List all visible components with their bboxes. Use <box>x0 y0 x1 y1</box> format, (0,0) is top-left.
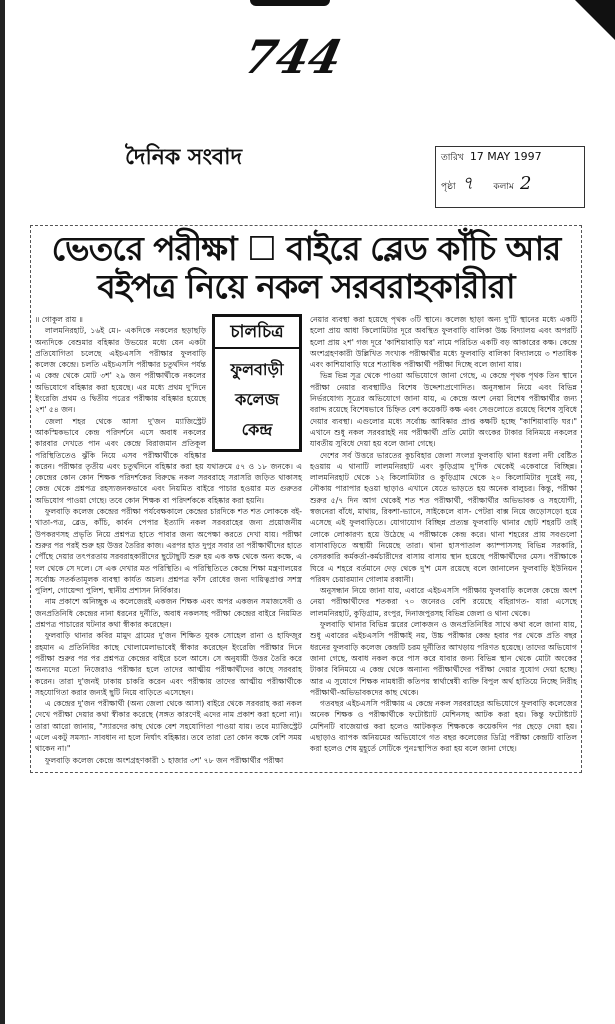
paragraph: নাম প্রকাশে অনিচ্ছুক এ কলেজেরই একজন শিক্ষক এবং অপর একজন সমাজসেবী ও জনপ্রতিনিধি কেন্দ্রের নানা ধরনের দুর্নীতি, অবাধ নকলসহ পরীক্ষা কেন্দ্রের বাইরে নিয়মিত প্রশ্নপত্র পাচারের ঘটনার কথা স্বীকার করেছেন। <box>35 597 302 630</box>
headline-line-1: ভেতরে পরীক্ষা ☐ বাইরে ব্লেড কাঁচি আর <box>51 229 561 268</box>
article-column-left <box>35 314 302 766</box>
article-columns <box>35 314 577 766</box>
page-value: ৭ <box>461 173 474 194</box>
headline-line-2: বইপত্র নিয়ে নকল সরবরাহকারীরা <box>97 267 515 306</box>
box-line: ফুলবাড়ী <box>230 360 284 379</box>
paragraph: অনুসন্ধান নিয়ে জানা যায়, এবারে এইচএসসি পরীক্ষায় ফুলবাড়ি কলেজ কেন্দ্রে অংশ নেয়া পরীক্ষার্থীদের শতকরা ৭০ জনেরও বেশি রয়েছে বহিরাগত- যারা এসেছে লালমনিরহাট, কুড়িগ্রাম, রংপুর, দিনাজপুরসহ বিভিন্ন জেলা ও থানা থেকে। <box>310 586 577 618</box>
section-title: চালচিত্র <box>215 317 299 349</box>
paragraph: জেলা শহর থেকে আসা দু'জন ম্যাজিস্ট্রেট আকস্মিকভাবে কেন্দ্র পরিদর্শনে এসে অবাধ নকলের কারবার দেখতে পান এবং কেন্দ্রে বিরাজমান প্রতিকূল পরিস্থিতিতেও ঝুঁকি নিয়ে এসব পরীক্ষার্থীকে বহিষ্কার করেন। পরীক্ষার তৃতীয় এবং চতুর্থদিনে বহিষ্কার করা হয় যথাক্রমে ৫৭ ও ১৮ জনকে। এ কেন্দ্রের কোন কোন শিক্ষক পরিদর্শকের বিরুদ্ধে নকল সরবরাহে সরাসরি জড়িত থাকাসহ কেন্দ্র থেকে প্রশ্নপত্র রহস্যজনকভাবে এবং নিয়মিত বাইরে পাচার হওয়ার মত গুরুতর অভিযোগ পাওয়া গেছে। তবে কোন শিক্ষক বা পরিদর্শককে বহিষ্কার করা হয়নি। <box>35 416 302 505</box>
scan-edge <box>0 0 5 1024</box>
handwritten-number: 744 <box>239 30 347 84</box>
paragraph: ফুলবাড়ি থানার বিভিন্ন স্তরের লোকজন ও জনপ্রতিনিধির সাথে কথা বলে জানা যায়, শুধু এবারের এইচএসসি পরীক্ষাই নয়, উচ্চ পরীক্ষার কেন্দ্র হবার পর থেকে প্রতি বছর ধরনের ফুলবাড়ি কলেজ কেন্দ্রটি চরম দুর্নীতির আখড়ায় পরিণত হয়েছে। তাদের অভিযোগ জানা গেছে, অবাধ নকল করে পাস করে যাবার জন্য বিভিন্ন স্থান থেকে মোটা অংকের টাকার বিনিময়ে এ কেন্দ্র থেকে অন্যান্য পরীক্ষার্থীদের পরীক্ষা দেয়ার সুযোগ দেয়া হচ্ছে। আর এ সুযোগে শিক্ষক নামধারী কতিপয় স্বার্থান্বেষী ব্যক্তি বিপুল অর্থ হাতিয়ে নিচ্ছে নিরীহ পরীক্ষার্থী-অভিভাবকদের কাছ থেকে। <box>310 620 577 697</box>
page-label: পৃষ্ঠা <box>441 182 456 192</box>
date-stamp <box>435 146 585 208</box>
paragraph: দেশের সর্ব উত্তরে ভারতের কুচবিহার জেলা সংলগ্ন ফুলবাড়ি থানা ধরলা নদী বেষ্টিত হওয়ায় এ থানাটি লালমনিরহাট এবং কুড়িগ্রাম দু'দিক থেকেই একেবারে বিচ্ছিন্ন। লালমনিরহাট থেকে ১২ কিলোমিটার ও কুড়িগ্রাম থেকে ২০ কিলোমিটার দূরেই নয়, নৌকায় পারাপার হওয়া ছাড়াও এখানে যেতে ভাড়তে হয় অনেক বালুচর। কিন্তু, পরীক্ষা শুরুর ৫/৭ দিন আগ থেকেই শত শত পরীক্ষার্থী, পরীক্ষার্থীর অভিভাবক ও সহযোগী, স্বজনেরা বাঁধে, মাথায়, রিকশা-ভ্যানে, সাইকেলে বাস- পেটরা বাক্স নিয়ে জড়োসড়ো হয়ে এসেছে এই ফুলবাড়িতে। যোগাযোগ বিচ্ছিন্ন প্রত্যন্ত ফুলবাড়ি থানার ছোট শহরটি তাই লোকে লোকারণ্য হয়ে উঠেছে এ পরীক্ষাকে কেন্দ্র করে। থানা শহরের প্রায় সবগুলো বাসাবাড়িতে অস্থায়ী নিয়েছে তারা। থানা হাসপাতাল ক্যাম্পাসসহ বিভিন্ন সরকারি, বেসরকারি কর্মকর্তা-কর্মচারীদের বাসায় বাসায় স্থান হয়েছে পরীক্ষার্থীদের মেস। পরীক্ষাকে ঘিরে এ শহরে বর্তমানে দেড় থেকে দু'শ মেস রয়েছে বলে জানালেন ফুলবাড়ি ইউনিয়ন পরিষদ চেয়ারম্যান গোলাম রব্বানী। <box>310 450 577 584</box>
byline: ॥ গোকুল রায় ॥ <box>35 315 83 324</box>
article <box>30 225 582 773</box>
paragraph: নেয়ার ব্যবস্থা করা হয়েছে পৃথক ৩টি স্থানে। কলেজ ছাড়া অন্য দু'টি স্থানের মধ্যে একটি হলো প্রায় আধা কিলোমিটার দূরে অবস্থিত ফুলবাড়ি বালিকা উচ্চ বিদ্যালয় এবং অপরটি হলো প্রায় ২শ' গজ দূরে 'কাশিয়াবাড়ি ঘর' নামে পরিচিত একটি বড় আকারের কক্ষ। কেন্দ্রে অংশগ্রহণকারী উল্লিখিত সংখ্যক পরীক্ষার্থীর মধ্যে ফুলবাড়ি বালিকা বিদ্যালয়ে ৩ শতাধিক এবং কাশিয়াবাড়ি ঘরে শতাধিক পরীক্ষার্থী পরীক্ষা দিচ্ছে বলে জানা যায়। <box>310 315 577 370</box>
folded-corner <box>575 0 615 40</box>
paragraph: লালমনিরহাট, ১৬ই মে।- একদিকে নকলের ছড়াছড়ি অন্যদিকে বেশুমার বহিষ্কার উভয়ের মধ্যে যেন একটা প্রতিযোগিতা চলেছে এইচএসসি পরীক্ষার ফুলবাড়ি কলেজ কেন্দ্রে। চলতি এইচএসসি পরীক্ষার চতুর্থদিন পর্যন্ত এ কেন্দ্র থেকে মোট ৩শ' ২৯ জন পরীক্ষার্থীকে নকলের অভিযোগে বহিষ্কার করা হয়েছে। এর মধ্যে প্রথম দু'দিনে ইংরেজি প্রথম ও দ্বিতীয় পত্রের পরীক্ষায় বহিষ্কার হয়েছে ২শ' ৫৪ জন। <box>35 326 206 415</box>
article-column-right <box>310 314 577 755</box>
column-value: 2 <box>519 173 532 194</box>
box-line: কলেজ <box>235 390 279 409</box>
paragraph: এ কেন্দ্রের দু'জন পরীক্ষার্থী (অন্য জেলা থেকে আসা) বাইরে থেকে সরবরাহ করা নকল দেখে পরীক্ষা দেয়ার কথা স্বীকার করেছে (সঙ্গত কারণেই এদের নাম প্রকাশ করা হলো না)। তারা আরো জানায়, "স্যারদের কাছ থেকে বেশ সহযোগিতা পাওয়া যায়। তবে ম্যাজিস্ট্রেট এলে একটু সমস্যা- সাবধান না হলে নির্ঘাৎ বহিষ্কার। তবে তারা তো কোন কক্ষে বেশি সময় থাকেন না।" <box>35 699 302 754</box>
paragraph: ভিন্ন ভিন্ন সূত্র থেকে পাওয়া অভিযোগে জানা গেছে, এ কেন্দ্রে পৃথক পৃথক তিন স্থানে পরীক্ষা নেয়ার ব্যবস্থাটিও বিশেষ উদ্দেশ্যপ্রণোদিত। অনুসন্ধান নিয়ে এবং বিভিন্ন নির্ভরযোগ্য সূত্রের অভিযোগে জানা যায়, এ কেন্দ্রে অংশ নেয়া বিশেষ পরীক্ষার্থীর জন্য বরাদ্দ রয়েছে বিশেষভাবে চিহ্নিত বেশ কয়েকটি কক্ষ এবং সেগুলোতে রয়েছে বিশেষ সুবিধে দেয়ার ব্যবস্থা। এগুলোর মধ্যে সর্বোচ্চ আবিষ্কার প্রাপ্ত কক্ষটি হচ্ছে "কাশিয়াবাড়ি ঘর।" এখানে শুধু নকল সরবরাহই নয় পরীক্ষার্থী প্রতি মোটা অংকের টাকার বিনিময়ে নকলের যাবতীয় সুবিধে দেয়া হয় বলে জানা গেছে। <box>310 371 577 449</box>
paragraph: ফুলবাড়ি কলেজ কেন্দ্রে অংশগ্রহণকারী ১ হাজার ৩শ' ৭৮ জন পরীক্ষার্থীর পরীক্ষা <box>45 755 284 765</box>
column-label: কলাম <box>493 182 514 192</box>
box-line: কেন্দ্র <box>241 420 273 439</box>
newspaper-masthead: দৈনিক সংবাদ <box>125 145 243 170</box>
date-value: 17 MAY 1997 <box>469 150 542 163</box>
scan-artifact <box>250 0 330 6</box>
paragraph: ফুলবাড়ি কলেজ কেন্দ্রের পরীক্ষা পর্যবেক্ষকালে কেন্দ্রের চারদিকে শত শত লোককে বই-খাতা-পত্র, ব্লেড, কাঁচি, কার্বন পেপার ইত্যাদি নকল সরবরাহের জন্য প্রয়োজনীয় উপকরণসহ প্রভৃতি নিয়ে প্রশ্নপত্র হাতে পাবার জন্য অপেক্ষা করতে দেখা যায়। পরীক্ষা শুরুর পর পরই শুরু হয় উত্তর তৈরির কাজ। এরপর হাত দুপুর সবার তা পরীক্ষার্থীদের হাতে পৌঁছে দেয়ার তৎপরতায় সরবরাহকারীদের ছুটোছুটি শুরু হয় এক কক্ষ থেকে অন্য কক্ষে, এ দল থেকে সে দলে। সে এক দেখার মত পরিস্থিতি। এ পরিস্থিতিতে কেন্দ্রে শিক্ষা মন্ত্রণালয়ের সর্বোচ্চ সতর্কতামূলক ব্যবস্থা কার্যত অচল। প্রশ্নপত্র ফাঁস রোধের জন্য দায়িত্বপ্রাপ্ত সশস্ত্র পুলিশ, গোয়েন্দা পুলিশ, স্থানীয় প্রশাসন নির্বিকার। <box>35 507 302 596</box>
date-label: তারিখ <box>441 153 464 163</box>
section-box <box>212 314 302 452</box>
paragraph: গতবছর এইচএসসি পরীক্ষায় এ কেন্দ্রে নকল সরবরাহের অভিযোগে ফুলবাড়ি কলেজের অনেক শিক্ষক ও পরীক্ষার্থীকে ফটোষ্ট্যাট মেশিনসহ আটক করা হয়। কিন্তু ফটোষ্ট্যাট মেশিনটি বাজেয়াপ্ত করা হলেও আটককৃত শিক্ষককে কয়েকদিন পর ছেড়ে দেয়া হয়। এছাড়াও ব্যাপক অনিয়মের অভিযোগে গত বছর কলেজের ডিগ্রি পরীক্ষা কেন্দ্রটি বাতিল করা হলেও শেষ মুহূর্তে সেটিকে পুনঃস্থাপিত করা হয় বলে জানা গেছে। <box>310 699 577 754</box>
headline <box>35 230 577 306</box>
paragraph: ফুলবাড়ি থানার কবির মামুদ গ্রামের দু'জন শিক্ষিত যুবক সোহেল রানা ও হাফিজুর রহমান এ প্রতিনিধির কাছে খোলামেলাভাবেই স্বীকার করেছেন ইংরেজি পরীক্ষার দিনে পরীক্ষা শুরুর পর পর প্রশ্নপত্র কেন্দ্রের বাইরে চলে আসে। সে অনুযায়ী উত্তর তৈরি করে অন্যদের মতো নিজেরাও পরীক্ষার হলে তাদের আত্মীয় পরীক্ষার্থীদের কাছে সরবরাহ করেন। তারা দু'জনই ঢাকায় চাকরি করেন এবং পরীক্ষায় তাদের আত্মীয় পরীক্ষার্থীকে সহযোগিতা করার জন্যই ছুটি নিয়ে বাড়িতে এসেছেন। <box>35 631 302 697</box>
